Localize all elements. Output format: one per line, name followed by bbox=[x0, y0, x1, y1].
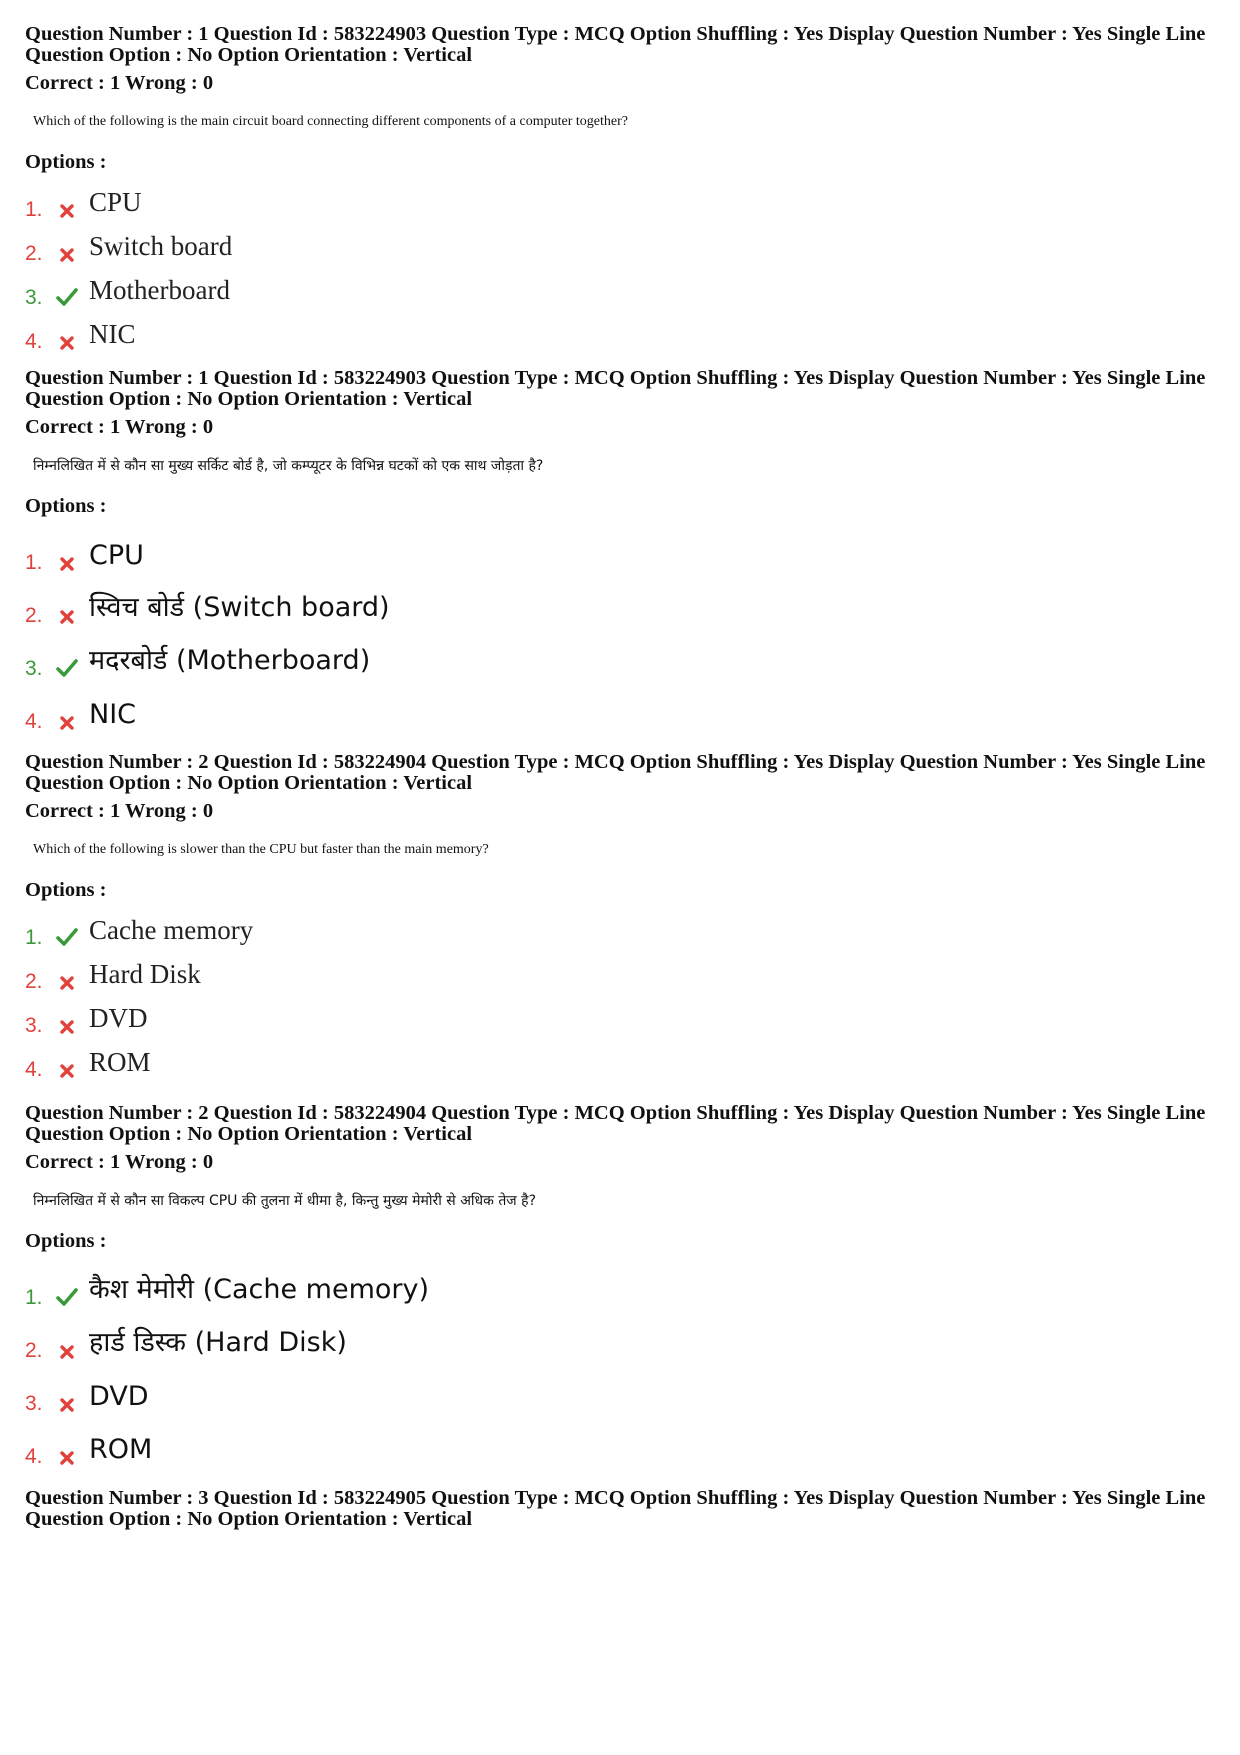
cross-icon bbox=[51, 1064, 83, 1078]
option-item bbox=[25, 1418, 1220, 1471]
option-number: 1. bbox=[25, 551, 43, 574]
cross-icon bbox=[51, 557, 83, 571]
option-item bbox=[25, 524, 1220, 577]
option-item bbox=[25, 630, 1220, 683]
option-item bbox=[25, 1312, 1220, 1365]
cross-icon bbox=[51, 610, 83, 624]
options-label: Options : bbox=[25, 495, 107, 517]
question-text: निम्नलिखित में से कौन सा मुख्य सर्किट बोर्ड है, जो कम्प्यूटर के विभिन्न घटकों को एक साथ जोड़ता है? bbox=[33, 458, 544, 474]
cross-icon bbox=[51, 976, 83, 990]
question-text: Which of the following is the main circuit board connecting different components of a computer together? bbox=[33, 114, 628, 129]
option-text: स्विच बोर्ड (Switch board) bbox=[89, 592, 390, 623]
question-text: निम्नलिखित में से कौन सा विकल्प CPU की तुलना में धीमा है, किन्तु मुख्य मेमोरी से अधिक तेज है? bbox=[33, 1193, 537, 1209]
cross-icon bbox=[51, 336, 83, 350]
cross-icon bbox=[51, 204, 83, 218]
option-text: CPU bbox=[89, 540, 144, 571]
option-text: हार्ड डिस्क (Hard Disk) bbox=[89, 1327, 347, 1358]
option-text: Motherboard bbox=[89, 275, 230, 305]
cross-icon bbox=[51, 1020, 83, 1034]
cross-icon bbox=[51, 1398, 83, 1412]
cross-icon bbox=[51, 248, 83, 262]
correct-wrong-marks: Correct : 1 Wrong : 0 bbox=[25, 1151, 214, 1173]
question-meta: Question Number : 1 Question Id : 583224903 Question Type : MCQ Option Shuffling : Yes Display Question Number : Yes Single Line Question Option : No Option Orientation : Vertical bbox=[25, 367, 1206, 410]
option-text: DVD bbox=[89, 1381, 149, 1412]
options-label: Options : bbox=[25, 151, 107, 173]
cross-icon bbox=[51, 1451, 83, 1465]
options-list bbox=[25, 1259, 1220, 1471]
question-block-q1-hindi bbox=[25, 368, 1220, 736]
option-item bbox=[25, 1259, 1220, 1312]
options-list bbox=[25, 180, 1220, 356]
check-icon bbox=[51, 1288, 83, 1306]
option-text: CPU bbox=[89, 187, 142, 217]
option-text: ROM bbox=[89, 1047, 151, 1077]
option-number: 1. bbox=[25, 198, 43, 221]
options-list bbox=[25, 524, 1220, 736]
option-number: 2. bbox=[25, 1339, 43, 1362]
option-number: 1. bbox=[25, 1286, 43, 1309]
question-meta: Question Number : 2 Question Id : 583224904 Question Type : MCQ Option Shuffling : Yes Display Question Number : Yes Single Line Question Option : No Option Orientation : Vertical bbox=[25, 751, 1206, 794]
correct-wrong-marks: Correct : 1 Wrong : 0 bbox=[25, 800, 214, 822]
option-item bbox=[25, 224, 1220, 268]
cross-icon bbox=[51, 716, 83, 730]
correct-wrong-marks: Correct : 1 Wrong : 0 bbox=[25, 72, 214, 94]
option-number: 2. bbox=[25, 604, 43, 627]
option-text: ROM bbox=[89, 1434, 153, 1465]
option-text: NIC bbox=[89, 699, 137, 730]
option-text: Switch board bbox=[89, 231, 233, 261]
option-number: 2. bbox=[25, 970, 43, 993]
option-number: 2. bbox=[25, 242, 43, 265]
question-meta: Question Number : 2 Question Id : 583224904 Question Type : MCQ Option Shuffling : Yes Display Question Number : Yes Single Line Question Option : No Option Orientation : Vertical bbox=[25, 1102, 1206, 1145]
question-block-q2-hindi bbox=[25, 1103, 1220, 1471]
option-number: 3. bbox=[25, 1014, 43, 1037]
option-item bbox=[25, 1365, 1220, 1418]
cross-icon bbox=[51, 1345, 83, 1359]
options-label: Options : bbox=[25, 879, 107, 901]
option-number: 4. bbox=[25, 330, 43, 353]
question-text: Which of the following is slower than the CPU but faster than the main memory? bbox=[33, 842, 489, 857]
option-item bbox=[25, 577, 1220, 630]
question-block-q1-english bbox=[25, 24, 1220, 356]
option-number: 4. bbox=[25, 1445, 43, 1468]
option-item bbox=[25, 996, 1220, 1040]
option-number: 3. bbox=[25, 286, 43, 309]
option-text: मदरबोर्ड (Motherboard) bbox=[89, 645, 371, 676]
question-block-q2-english bbox=[25, 752, 1220, 1084]
option-item bbox=[25, 952, 1220, 996]
options-label: Options : bbox=[25, 1230, 107, 1252]
option-item bbox=[25, 180, 1220, 224]
option-text: DVD bbox=[89, 1003, 148, 1033]
option-item bbox=[25, 268, 1220, 312]
option-number: 4. bbox=[25, 1058, 43, 1081]
option-text: NIC bbox=[89, 319, 136, 349]
question-meta: Question Number : 1 Question Id : 583224903 Question Type : MCQ Option Shuffling : Yes Display Question Number : Yes Single Line Question Option : No Option Orientation : Vertical bbox=[25, 23, 1206, 66]
check-icon bbox=[51, 659, 83, 677]
option-item bbox=[25, 908, 1220, 952]
options-list bbox=[25, 908, 1220, 1084]
option-text: Cache memory bbox=[89, 915, 254, 945]
option-number: 3. bbox=[25, 1392, 43, 1415]
option-number: 1. bbox=[25, 926, 43, 949]
check-icon bbox=[51, 928, 83, 946]
option-number: 3. bbox=[25, 657, 43, 680]
question-block-q3-english bbox=[25, 1488, 1220, 1530]
correct-wrong-marks: Correct : 1 Wrong : 0 bbox=[25, 416, 214, 438]
option-item bbox=[25, 312, 1220, 356]
option-number: 4. bbox=[25, 710, 43, 733]
option-item bbox=[25, 683, 1220, 736]
option-text: Hard Disk bbox=[89, 959, 201, 989]
option-text: कैश मेमोरी (Cache memory) bbox=[89, 1274, 430, 1305]
check-icon bbox=[51, 288, 83, 306]
option-item bbox=[25, 1040, 1220, 1084]
question-meta: Question Number : 3 Question Id : 583224905 Question Type : MCQ Option Shuffling : Yes Display Question Number : Yes Single Line Question Option : No Option Orientation : Vertical bbox=[25, 1487, 1206, 1530]
